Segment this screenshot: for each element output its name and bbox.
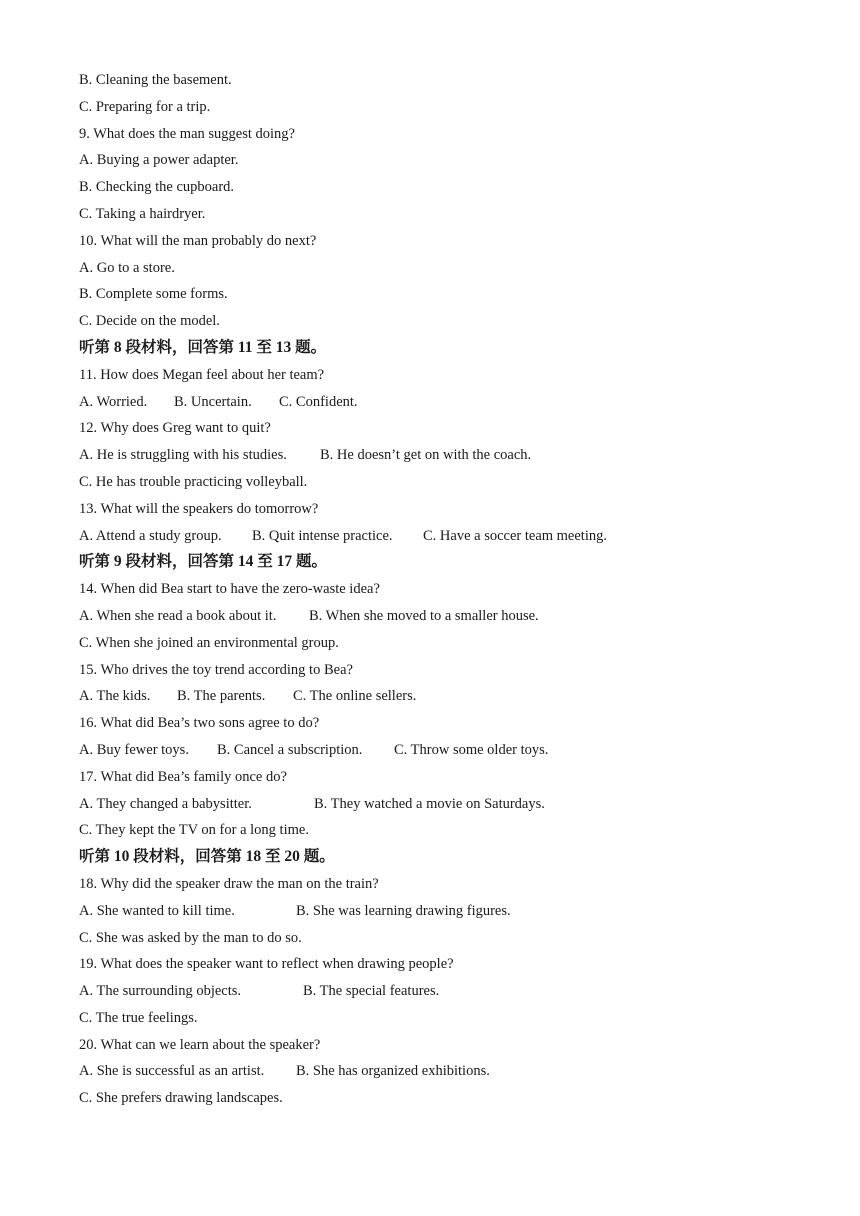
answer-option: B. The parents.: [177, 688, 266, 705]
answer-option: A. She is successful as an artist.: [79, 1063, 265, 1080]
answer-option: A. The surrounding objects.: [79, 983, 242, 1000]
options-row: [79, 978, 799, 1005]
options-row: [79, 174, 799, 201]
answer-option: B. Complete some forms.: [79, 286, 228, 303]
answer-option: B. The special features.: [303, 983, 440, 1000]
answer-option: C. The online sellers.: [293, 688, 417, 705]
answer-option: B. Uncertain.: [174, 393, 252, 410]
answer-option: A. They changed a babysitter.: [79, 795, 252, 812]
options-row: [79, 1085, 799, 1112]
answer-option: C. When she joined an environmental group.: [79, 634, 339, 651]
answer-option: C. Throw some older toys.: [394, 741, 549, 758]
answer-option: B. She has organized exhibitions.: [296, 1063, 490, 1080]
options-row: [79, 389, 799, 416]
section-heading: 听第 8 段材料，回答第 11 至 13 题。: [79, 338, 327, 356]
options-row: [79, 281, 799, 308]
question-text: 13. What will the speakers do tomorrow?: [79, 500, 319, 517]
answer-option: B. She was learning drawing figures.: [296, 902, 511, 919]
options-row: [79, 683, 799, 710]
answer-option: C. Have a soccer team meeting.: [423, 527, 607, 544]
options-row: [79, 925, 799, 952]
answer-option: B. He doesn’t get on with the coach.: [320, 447, 532, 464]
answer-option: C. They kept the TV on for a long time.: [79, 822, 309, 839]
answer-option: B. Cancel a subscription.: [217, 741, 363, 758]
answer-option: C. Preparing for a trip.: [79, 98, 211, 115]
options-row: [79, 469, 799, 496]
question-text: 17. What did Bea’s family once do?: [79, 768, 287, 785]
options-row: [79, 817, 799, 844]
options-row: [79, 603, 799, 630]
question-text: 11. How does Megan feel about her team?: [79, 366, 325, 383]
options-row: [79, 255, 799, 282]
answer-option: C. The true feelings.: [79, 1009, 198, 1026]
options-row: [79, 442, 799, 469]
options-row: [79, 308, 799, 335]
answer-option: A. When she read a book about it.: [79, 607, 277, 624]
answer-option: C. Confident.: [279, 393, 358, 410]
answer-option: A. Buying a power adapter.: [79, 152, 239, 169]
question-text: 18. Why did the speaker draw the man on the train?: [79, 875, 379, 892]
answer-option: C. Decide on the model.: [79, 313, 220, 330]
answer-option: C. He has trouble practicing volleyball.: [79, 473, 308, 490]
answer-option: A. Go to a store.: [79, 259, 175, 276]
options-row: [79, 898, 799, 925]
answer-option: A. The kids.: [79, 688, 151, 705]
answer-option: C. She was asked by the man to do so.: [79, 929, 302, 946]
answer-option: B. When she moved to a smaller house.: [309, 607, 539, 624]
options-row: [79, 630, 799, 657]
question-text: 15. Who drives the toy trend according to Bea?: [79, 661, 353, 678]
question-text: 9. What does the man suggest doing?: [79, 125, 295, 142]
section-heading: 听第 9 段材料，回答第 14 至 17 题。: [79, 553, 328, 571]
options-row: [79, 791, 799, 818]
answer-option: B. Checking the cupboard.: [79, 179, 235, 196]
answer-option: A. Attend a study group.: [79, 527, 222, 544]
question-text: 14. When did Bea start to have the zero-waste idea?: [79, 581, 380, 598]
answer-option: A. Buy fewer toys.: [79, 741, 189, 758]
options-row: [79, 201, 799, 228]
options-row: [79, 67, 799, 94]
options-row: [79, 523, 799, 550]
question-text: 10. What will the man probably do next?: [79, 232, 317, 249]
question-text: 12. Why does Greg want to quit?: [79, 420, 271, 437]
answer-option: C. Taking a hairdryer.: [79, 205, 206, 222]
answer-option: C. She prefers drawing landscapes.: [79, 1090, 283, 1107]
options-row: [79, 737, 799, 764]
options-row: [79, 94, 799, 121]
answer-option: B. They watched a movie on Saturdays.: [314, 795, 545, 812]
options-row: [79, 147, 799, 174]
question-text: 20. What can we learn about the speaker?: [79, 1036, 321, 1053]
question-text: 16. What did Bea’s two sons agree to do?: [79, 715, 320, 732]
options-row: [79, 1005, 799, 1032]
answer-option: B. Cleaning the basement.: [79, 72, 232, 88]
question-text: 19. What does the speaker want to reflect when drawing people?: [79, 956, 454, 973]
options-row: [79, 1058, 799, 1085]
answer-option: A. Worried.: [79, 393, 148, 410]
answer-option: A. She wanted to kill time.: [79, 902, 235, 919]
section-heading: 听第 10 段材料，回答第 18 至 20 题。: [79, 848, 335, 866]
answer-option: A. He is struggling with his studies.: [79, 447, 287, 464]
document-page: [79, 67, 799, 1112]
answer-option: B. Quit intense practice.: [252, 527, 393, 544]
